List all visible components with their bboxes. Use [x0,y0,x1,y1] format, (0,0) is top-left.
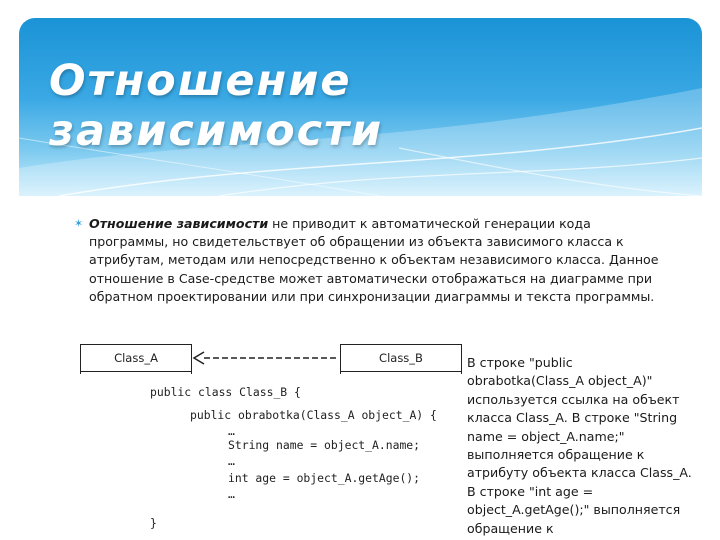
code-listing [80,374,470,540]
star-bullet-icon: ✶ [74,217,84,230]
slide-header [19,18,702,196]
code-line: … [228,454,235,468]
class-a-box [80,344,192,376]
code-line: } [150,516,157,530]
side-explanation: В строке "public obrabotka(Class_A object_A)" используется ссылка на объект класса Class_A. В строке "String name = object_A.name;" выполняется обращение к атрибуту объекта класса Class_A. В строке "int age = object_A.getAge();" выполняется обращение к [467,355,692,536]
page-title: Отношение зависимости [49,56,384,156]
class-a-label: Class_A [81,345,191,372]
code-line: String name = object_A.name; [228,438,421,452]
dependency-arrow-icon [192,350,340,366]
bullet-text-block [89,215,659,306]
class-b-label: Class_B [341,345,461,372]
class-b-box [340,344,462,376]
code-line: public obrabotka(Class_A object_A) { [190,408,437,422]
code-line: … [228,487,235,501]
bullet-term: Отношение зависимости [89,216,269,231]
bullet-paragraph [74,215,659,306]
code-line: … [228,424,235,438]
bullet-body: не приводит к автоматической генерации кода программы, но свидетельствует об обращении из объекта зависимого класса к атрибутам, методам или непосредственно к объектам независимого класса. Данное отношение в Case-средстве может автоматически отображаться на диаграмме при обратном проектировании или при синхронизации диаграммы и текста программы. [89,216,659,304]
uml-dependency-diagram [80,344,470,540]
code-line: int age = object_A.getAge(); [228,471,421,485]
code-line: public class Class_B { [150,385,301,399]
